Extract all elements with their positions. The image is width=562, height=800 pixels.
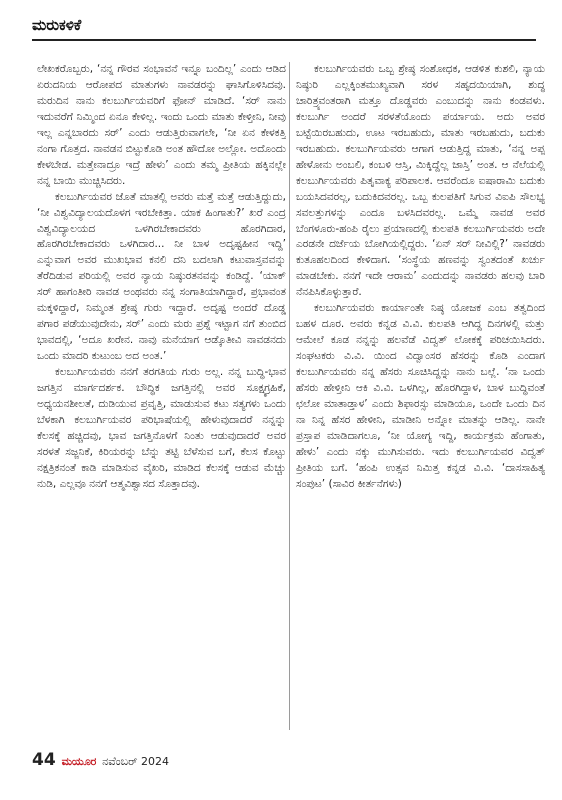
page-number: 44 — [32, 750, 56, 770]
paragraph: ಕಲಬುರ್ಗಿಯವರ ಜೊತೆ ಮಾತಲ್ಲಿ ಅವರು ಮತ್ತೆ ಮತ್ತೆ ಆಡುತ್ತಿದ್ದುದು, ‘ನೀ ವಿಶ್ವವಿದ್ಯಾಲಯದೊಳಗ ಇರಬೇಕಿತ್ತಾ. ಯಾಕ ಹಿಂಗಾತು?’ ಖರೆ ಎಂದ್ರ ವಿಶ್ವವಿದ್ಯಾಲಯದ ಒಳಗಿರಬೇಕಾದವರು ಹೊರಗಿದಾರ, ಹೊರಗಿರಬೇಕಾದವರು ಒಳಗಿದಾರ... ನೀ ಬಾಳ ಅದೃಷ್ಟಹೀನ ಇದ್ದಿ’ ಎನ್ನುವಾಗ ಅವರ ಮುಖಭಾವ ಕನಲಿ ದನಿ ಬದಲಾಗಿ ಕಟುವಾಸ್ತವವನ್ನು ತೆರೆದಿಡುವ ಪರಿಯಲ್ಲಿ ಅವರ ನ್ಯಾಯ ನಿಷ್ಠುರತನವನ್ನು ಕಂಡಿದ್ದೆ. ‘ಯಾಕ್ ಸರ್ ಹಾಗಂತೀರಿ ನಾವಡ ಅಂಥವರು ನನ್ನ ಸಂಗಾತಿಯಾಗಿದ್ದಾರೆ, ಪ್ರಭಾವಂತ ಮಕ್ಕಳಿದ್ದಾರೆ, ನಿಮ್ಮಂತ ಶ್ರೇಷ್ಠ ಗುರು ಇದ್ದಾರೆ. ಅದೃಷ್ಟ ಅಂದರೆ ದೊಡ್ಡ ಪಗಾರ ಪಡೆಯುವುದೇನು, ಸರ್’ ಎಂದು ಮರು ಪ್ರಶ್ನೆ ಇಟ್ಟಾಗ ನಗೆ ತುಂಬಿದ ಭಾವದಲ್ಲಿ, ‘ಅದೂ ಖರೇನ. ನಾವು ಮನೆಯಾಗ ಆಡ್ಕೊತೀವಿ ನಾವಡನದು ಒಂದು ಮಾದರಿ ಕುಟುಂಬ ಅದ ಅಂತ.’ — [37, 190, 286, 363]
header-rule — [32, 39, 536, 41]
page-footer — [32, 750, 169, 774]
page-header — [14, 8, 548, 42]
magazine-logo: ಮಯೂರ — [61, 755, 97, 768]
right-column — [296, 62, 545, 735]
left-column — [37, 62, 286, 735]
paragraph: ಕಲಬುರ್ಗಿಯವರು ಒಬ್ಬ ಶ್ರೇಷ್ಠ ಸಂಶೋಧಕ, ಆಡಳಿತ ಕುಶಲಿ, ನ್ಯಾಯ ನಿಷ್ಠುರಿ ಎಲ್ಲಕ್ಕಿಂತಮುಖ್ಯವಾಗಿ ಸರಳ ಸಹೃದಯಿಯಾಗಿ, ಶುದ್ಧ ಚಾರಿತ್ರ್ಯವಂತರಾಗಿ ಮತ್ತೂ ದೊಡ್ಡವರು ಎಂಬುದನ್ನು ನಾನು ಕಂಡವಳು. ಕಲಬುರ್ಗಿ ಅಂದರೆ ಸರಳತೆಯೊಂದು ಪರ್ಯಾಯ. ಅದು ಅವರ ಬಟ್ಟೆಯಿರಬಹುದು, ಊಟ ಇರಬಹುದು, ಮಾತು ಇರಬಹುದು, ಬದುಕು ಇರಬಹುದು. ಕಲಬುರ್ಗಿಯವರು ಆಗಾಗ ಆಡುತ್ತಿದ್ದ ಮಾತು, ‘ನನ್ನ ಅಪ್ಪ ಹೇಳೋನು ಅಂಬಲಿ, ಕಂಬಳಿ ಆಸ್ತಿ, ಮಿಕ್ಕಿದ್ದೆಲ್ಲ ಜಾಸ್ತಿ’ ಅಂತ. ಆ ನೆಲೆಯಲ್ಲಿ ಕಲಬುರ್ಗಿಯವರು ಪಿತೃವಾಕ್ಯ ಪರಿಪಾಲಕ. ಆವರೆಂದೂ ಐಷಾರಾಮಿ ಬದುಕು ಬಯಸಿದವರಲ್ಲ, ಬದುಕಿದವರಲ್ಲ. ಒಬ್ಬ ಕುಲಪತಿಗೆ ಸಿಗುವ ವಿಐಪಿ ಸೌಲಭ್ಯ ಸವಲತ್ತುಗಳನ್ನು ಎಂದೂ ಬಳಸಿದವರಲ್ಲ. ಒಮ್ಮೆ ನಾವಡ ಅವರ ಬೆಂಗಳೂರು-ಹಂಪಿ ರೈಲು ಪ್ರಯಾಣದಲ್ಲಿ ಕುಲಪತಿ ಕಲಬುರ್ಗಿಯವರು ಅದೇ ಎರಡನೇ ದರ್ಜೆಯ ಬೋಗಿಯಲ್ಲಿದ್ದರು. ‘ಏನ್ ಸರ್ ನೀವಿಲ್ಲಿ?’ ನಾವಡರು ಕುತೂಹಲದಿಂದ ಕೇಳಿದಾಗ. ‘ಸಂಸ್ಥೆಯ ಹಣವನ್ನು ಸ್ವಂತದಂತೆ ಖರ್ಚು ಮಾಡಬೇಕು. ನನಗೆ ಇದೇ ಆರಾಮ’ ಎಂದುದನ್ನು ನಾವಡರು ಹಲವು ಬಾರಿ ನೆನಪಿಸಿಕೊಳ್ಳುತ್ತಾರೆ. — [296, 63, 545, 299]
paragraph: ಲೇಖಕರೊಬ್ಬರು, ‘ನನ್ನ ಗೌರವ ಸಂಭಾವನೆ ಇನ್ನೂ ಬಂದಿಲ್ಲ’ ಎಂದು ಆಡಿದ ಏರುದನಿಯ ಆರೋಪದ ಮಾತುಗಳು ನಾವಡರನ್ನು ಘಾಸಿಗೊಳಿಸಿದವು. ಮರುದಿನ ನಾನು ಕಲಬುರ್ಗಿಯವರಿಗೆ ಫೋನ್ ಮಾಡಿದೆ. ‘ಸರ್ ನಾನು ಇದುವರೆಗೆ ನಿಮ್ಮಿಂದ ಏನೂ ಕೇಳಿಲ್ಲ. ಇಂದು ಒಂದು ಮಾತು ಕೇಳ್ತೀನಿ, ನೀವು ಇಲ್ಲ ಎನ್ನಬಾರದು ಸರ್’ ಎಂದು ಆಡುತ್ತಿರುವಾಗಲೇ, ‘ನೀ ಏನ ಕೇಳಕತ್ತಿ ನಂಗಾ ಗೊತ್ತದ. ನಾವಡನ ಬಿಟ್ಟುಕೊಡಿ ಅಂತ ಹೌದೋ ಅಲ್ಲೋ. ಅದೊಂದು ಕೇಳಬೇಡ. ಮತ್ತೇನಾದ್ರೂ ಇದ್ರೆ ಹೇಳು’ ಎಂದು ತಮ್ಮ ಪ್ರೀತಿಯ ಹಕ್ಕಿನಲ್ಲೇ ನನ್ನ ಬಾಯಿ ಮುಚ್ಚಿಸಿದರು. — [37, 63, 286, 187]
column-divider — [289, 62, 290, 730]
issue-date: ನವೆಂಬರ್ 2024 — [102, 755, 169, 768]
paragraph: ಕಲಬುರ್ಗಿಯವರು ನನಗೆ ತರಗತಿಯ ಗುರು ಅಲ್ಲ. ನನ್ನ ಬುದ್ಧಿ-ಭಾವ ಜಗತ್ತಿನ ಮಾರ್ಗದರ್ಶಕ. ಬೌದ್ಧಿಕ ಜಗತ್ತಿನಲ್ಲಿ ಅವರ ಸೂಕ್ಷ್ಮಗ್ರಹಿಕೆ, ಅಧ್ಯಯನಶೀಲತೆ, ದುಡಿಯುವ ಪ್ರವೃತ್ತಿ, ಮಾಡುಸುವ ಕಟು ಸತ್ಯಗಳು ಒಂದು ಬೆಳಕಾಗಿ ಕಲಬುರ್ಗಿಯವರ ಪರಿಭಾಷೆಯಲ್ಲಿ ಹೇಳುವುದಾದರೆ ನನ್ನನ್ನು ಕೆಲಸಕ್ಕೆ ಹಚ್ಚಿದವು, ಭಾವ ಜಗತ್ತಿನೊಳಗೆ ನಿಂತು ಆಡುವುದಾದರೆ ಅವರ ಸರಳತೆ ಸಜ್ಜನಿಕೆ, ಕಿರಿಯರನ್ನು ಬೆನ್ನು ತಟ್ಟಿ ಬೆಳೆಸುವ ಬಗೆ, ಕೆಲಸ ಕೊಟ್ಟು ನಕ್ಷತ್ರಿಕನಂತೆ ಕಾಡಿ ಮಾಡಿಸುವ ವೈಖರಿ, ಮಾಡಿದ ಕೆಲಸಕ್ಕೆ ಆಡುವ ಮೆಚ್ಚು ನುಡಿ, ಎಲ್ಲವೂ ನನಗೆ ಆತ್ಮವಿಶ್ವಾಸದ ಸೊತ್ತಾದವು. — [37, 366, 286, 490]
section-title: ಮರುಕಳಿಕೆ — [32, 16, 82, 34]
paragraph: ಕಲಬುರ್ಗಿಯವರು ಕಾರ್ಯಾಂತೇ ನಿಷ್ಠ ಯೋಜಕ ಎಂಬ ತತ್ವದಿಂದ ಬಹಳ ದೂರ. ಅವರು ಕನ್ನಡ ವಿ.ವಿ. ಕುಲಪತಿ ಆಗಿದ್ದ ದಿನಗಳಲ್ಲಿ ಮತ್ತು ಆಮೇಲೆ ಕೂಡ ನನ್ನನ್ನು ಹಲವೆಡೆ ವಿದ್ವತ್ ಲೋಕಕ್ಕೆ ಪರಿಚಯಿಸಿದರು. ಸಂಘಟಕರು ವಿ.ವಿ. ಯಿಂದ ವಿದ್ವಾಂಸರ ಹೆಸರನ್ನು ಕೊಡಿ ಎಂದಾಗ ಕಲಬುರ್ಗಿಯವರು ನನ್ನ ಹೆಸರು ಸೂಚಿಸಿದ್ದನ್ನು ನಾನು ಬಲ್ಲೆ. ‘ನಾ ಒಂದು ಹೆಸರು ಹೇಳ್ತೀನಿ ಆಕಿ ವಿ.ವಿ. ಒಳಗಿಲ್ಲ, ಹೊರಗಿದ್ದಾಳ, ಬಾಳ ಬುದ್ಧಿವಂತೆ ಛಲೋ ಮಾತಾಡ್ತಾಳ’ ಎಂದು ಶಿಫಾರಸ್ಸು ಮಾಡಿಯೂ, ಒಂದೇ ಒಂದು ದಿನ ನಾ ನಿನ್ನ ಹೆಸರ ಹೇಳೀನಿ, ಮಾಡೀನಿ ಅನ್ನೋ ಮಾತನ್ನು ಆಡಿಲ್ಲ. ನಾನೇ ಪ್ರಸ್ತಾಪ ಮಾಡಿದಾಗಲೂ, ‘ನೀ ಯೋಗ್ಯ ಇದ್ದಿ, ಕಾರ್ಯಕ್ರಮ ಹೆಂಗಾತು, ಹೇಳು’ ಎಂದು ನಕ್ಕು ಮುಗಿಸುವರು. ಇದು ಕಲಬುರ್ಗಿಯವರ ವಿದ್ವತ್ ಪ್ರೀತಿಯ ಬಗೆ. ‘ಹಂಪಿ ಉತ್ಸವ ನಿಮಿತ್ತ ಕನ್ನಡ ವಿ.ವಿ. ‘ದಾಸಸಾಹಿತ್ಯ ಸಂಪುಟ’ (ಸಾವಿರ ಕೀರ್ತನೆಗಳು) — [296, 302, 545, 490]
